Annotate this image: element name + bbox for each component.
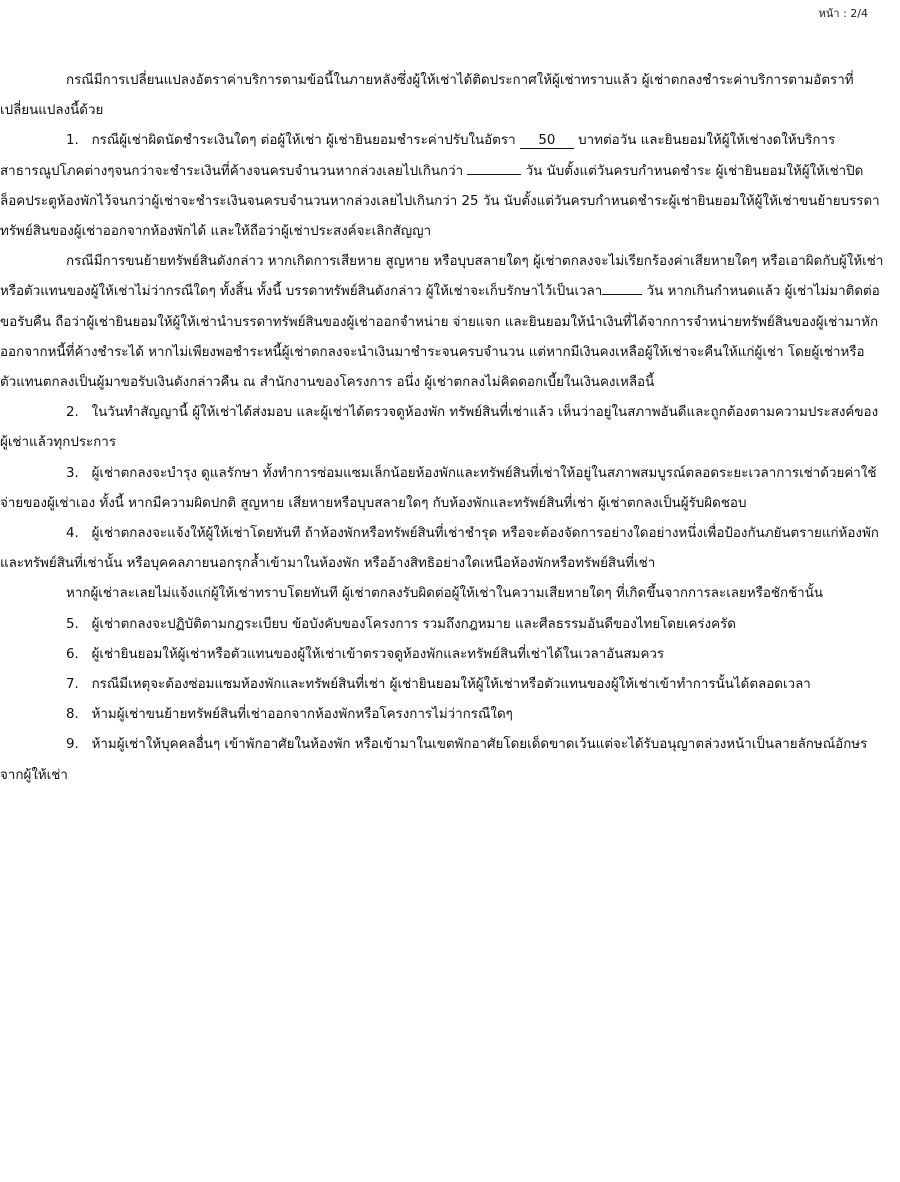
clause-2 bbox=[0, 398, 884, 458]
clause-1 bbox=[0, 126, 884, 247]
clause-number: 8. bbox=[66, 707, 79, 723]
clause-6 bbox=[0, 640, 884, 670]
clause-8-text: ห้ามผู้เช่าขนย้ายทรัพย์สินที่เช่าออกจากห้องพักหรือโครงการไม่ว่ากรณีใดๆ bbox=[91, 707, 513, 723]
page-number: หน้า : 2/4 bbox=[818, 7, 868, 20]
clause-number: 6. bbox=[66, 646, 79, 662]
clause-2-text: ในวันทำสัญญานี้ ผู้ให้เช่าได้ส่งมอบ และผู้เช่าได้ตรวจดูห้องพัก ทรัพย์สินที่เช่าแล้ว เห็นว่าอยู่ในสภาพอันดีและถูกต้องตามความประสงค์ของผู้เช่าแล้วทุกประการ bbox=[0, 405, 879, 451]
clause-number: 9. bbox=[66, 737, 79, 753]
clause-number: 4. bbox=[66, 526, 79, 542]
clause-1-text-part2: บาทต่อวัน และยินยอมให้ผู้ให้เช่างดให้บริการสาธารณูปโภคต่างๆจนกว่าจะชำระเงินที่ค้างจนครบจำนวนหากล่วงเลยไปเกินกว่า bbox=[0, 133, 836, 179]
clause-9-text: ห้ามผู้เช่าให้บุคคลอื่นๆ เข้าพักอาศัยในห้องพัก หรือเข้ามาในเขตพักอาศัยโดยเด็ดขาดเว้นแต่จะได้รับอนุญาตล่วงหน้าเป็นลายลักษณ์อักษรจากผู้ให้เช่า bbox=[0, 737, 868, 783]
clause-5 bbox=[0, 610, 884, 640]
clause-number: 5. bbox=[66, 616, 79, 632]
clause-6-text: ผู้เช่ายินยอมให้ผู้เช่าหรือตัวแทนของผู้ให้เช่าเข้าตรวจดูห้องพักและทรัพย์สินที่เช่าได้ในเวลาอันสมควร bbox=[91, 646, 665, 662]
clause-number: 7. bbox=[66, 677, 79, 693]
removal-text-part2: วัน หากเกินกำหนดแล้ว ผู้เช่าไม่มาติดต่อขอรับคืน ถือว่าผู้เช่ายินยอมให้ผู้ให้เช่านำบรรดาทรัพย์สินของผู้เช่าออกจำหน่าย จ่ายแจก และยินยอมให้นำเงินที่ได้จากการจำหน่ายทรัพย์สินของผู้เช่ามาหักออกจากหนี้ที่ค้างชำระได้ หากไม่เพียงพอชำระหนี้ผู้เช่าตกลงจะนำเงินมาชำระจนครบจำนวน แต่หากมีเงินคงเหลือผู้ให้เช่าจะคืนให้แก่ผู้เช่า โดยผู้เช่าหรือตัวแทนตกลงเป็นผู้มาขอรับเงินดังกล่าวคืน ณ สำนักงานของโครงการ อนึ่ง ผู้เช่าตกลงไม่คิดดอกเบี้ยในเงินคงเหลือนี้ bbox=[0, 284, 880, 391]
intro-text: กรณีมีการเปลี่ยนแปลงอัตราค่าบริการตามข้อนี้ในภายหลังซึ่งผู้ให้เช่าได้ติดประกาศให้ผู้เช่าทราบแล้ว ผู้เช่าตกลงชำระค่าบริการตามอัตราที่เปลี่ยนแปลงนี้ด้วย bbox=[0, 73, 854, 119]
removal-text-part1: กรณีมีการขนย้ายทรัพย์สินดังกล่าว หากเกิดการเสียหาย สูญหาย หรือบุบสลายใดๆ ผู้เช่าตกลงจะไม่เรียกร้องค่าเสียหายใดๆ หรือเอาผิดกับผู้ให้เช่าหรือตัวแทนของผู้ให้เช่าไม่ว่ากรณีใดๆ ทั้งสิ้น ทั้งนี้ บรรดาทรัพย์สินดังกล่าว ผู้ให้เช่าจะเก็บรักษาไว้เป็นเวลา bbox=[0, 254, 884, 300]
clause-7 bbox=[0, 670, 884, 700]
clause-5-text: ผู้เช่าตกลงจะปฏิบัติตามกฎระเบียบ ข้อบังคับของโครงการ รวมถึงกฎหมาย และศีลธรรมอันดีของไทยโดยเคร่งครัด bbox=[91, 616, 737, 632]
clause-4 bbox=[0, 519, 884, 579]
clause-number: 2. bbox=[66, 405, 79, 421]
removal-paragraph bbox=[0, 247, 884, 398]
neglect-paragraph bbox=[0, 579, 884, 609]
clause-3-text: ผู้เช่าตกลงจะบำรุง ดูแลรักษา ทั้งทำการซ่อมแซมเล็กน้อยห้องพักและทรัพย์สินที่เช่าให้อยู่ในสภาพสมบูรณ์ตลอดระยะเวลาการเช่าด้วยค่าใช้จ่ายของผู้เช่าเอง ทั้งนี้ หากมีความผิดปกติ สูญหาย เสียหายหรือบุบสลายใดๆ กับห้องพักและทรัพย์สินที่เช่า ผู้เช่าตกลงเป็นผู้รับผิดชอบ bbox=[0, 465, 877, 511]
intro-paragraph bbox=[0, 66, 884, 126]
clause-1-text-part1: กรณีผู้เช่าผิดนัดชำระเงินใดๆ ต่อผู้ให้เช่า ผู้เช่ายินยอมชำระค่าปรับในอัตรา bbox=[91, 133, 516, 149]
clause-number: 1. bbox=[66, 133, 79, 149]
clause-number: 3. bbox=[66, 465, 79, 481]
grace-days-field bbox=[467, 174, 521, 175]
clause-9 bbox=[0, 730, 884, 790]
clause-7-text: กรณีมีเหตุจะต้องซ่อมแซมห้องพักและทรัพย์สินที่เช่า ผู้เช่ายินยอมให้ผู้ให้เช่าหรือตัวแทนของผู้ให้เช่าเข้าทำการนั้นได้ตลอดเวลา bbox=[91, 677, 811, 693]
clause-1-text-part3: วัน นับตั้งแต่วันครบกำหนดชำระ ผู้เช่ายินยอมให้ผู้ให้เช่าปิดล็อคประตูห้องพักไว้จนกว่าผู้เช่าจะชำระเงินจนครบจำนวนหากล่วงเลยไปเกินกว่า 25 วัน นับตั้งแต่วันครบกำหนดชำระผู้เช่ายินยอมให้ผู้ให้เช่าขนย้ายบรรดาทรัพย์สินของผู้เช่าออกจากห้องพักได้ และให้ถือว่าผู้เช่าประสงค์จะเลิกสัญญา bbox=[0, 163, 880, 240]
fine-rate-field: 50 bbox=[520, 134, 574, 149]
neglect-text: หากผู้เช่าละเลยไม่แจ้งแก่ผู้ให้เช่าทราบโดยทันที ผู้เช่าตกลงรับผิดต่อผู้ให้เช่าในความเสียหายใดๆ ที่เกิดขึ้นจากการละเลยหรือชักช้านั้น bbox=[66, 586, 823, 602]
document-body bbox=[0, 66, 884, 791]
clause-4-text: ผู้เช่าตกลงจะแจ้งให้ผู้ให้เช่าโดยทันที ถ้าห้องพักหรือทรัพย์สินที่เช่าชำรุด หรือจะต้องจัดการอย่างใดอย่างหนึ่งเพื่อป้องกันภยันตรายแก่ห้องพักและทรัพย์สินที่เช่านั้น หรือบุคคลภายนอกรุกล้ำเข้ามาในห้องพัก หรืออ้างสิทธิอย่างใดเหนือห้องพักหรือทรัพย์สินที่เช่า bbox=[0, 526, 879, 572]
storage-days-field bbox=[602, 294, 642, 295]
clause-3 bbox=[0, 459, 884, 519]
clause-8 bbox=[0, 700, 884, 730]
